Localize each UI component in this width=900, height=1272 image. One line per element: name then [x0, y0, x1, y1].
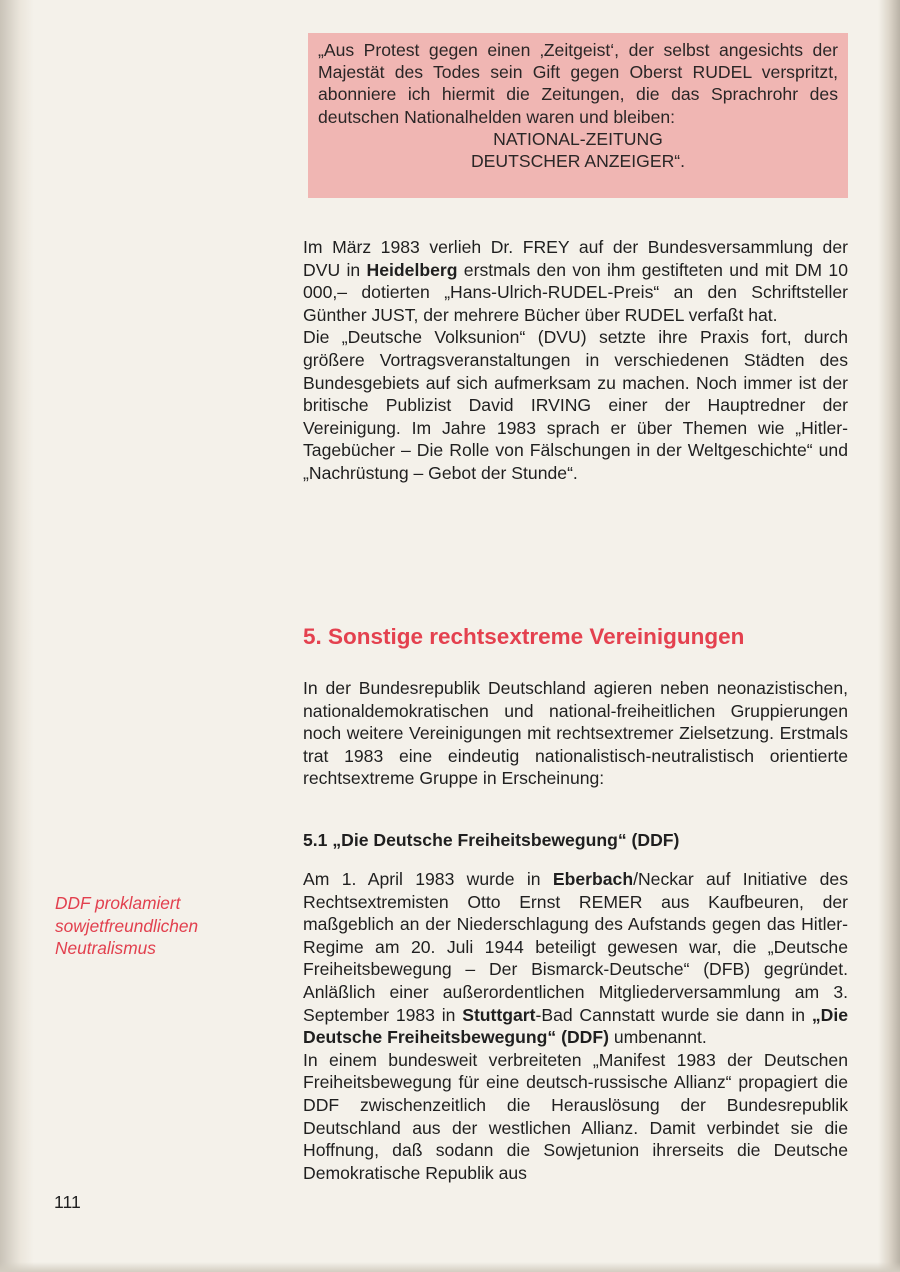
- bold-place-heidelberg: Heidelberg: [366, 259, 458, 280]
- paragraph-dvu-vortraege: Die „Deutsche Volksunion“ (DVU) setzte ihre Praxis fort, durch größere Vortragsveranstaltungen in verschiedenen Städten des Bundesgebiets auf sich aufmerksam zu machen. Noch immer ist der britische Publizist David IRVING einer der Hauptredner der Vereinigung. Im Jahre 1983 sprach er über Themen wie „Hitler-Tagebücher – Die Rolle von Fälschungen in der Weltgeschichte“ und „Nachrüstung – Gebot der Stunde“.: [303, 327, 848, 483]
- page-bottom-edge: [0, 1262, 900, 1272]
- section-title: 5. Sonstige rechtsextreme Vereinigungen: [303, 624, 745, 649]
- bold-place-eberbach: Eberbach: [552, 869, 634, 889]
- quote-line-deutscher-anzeiger: DEUTSCHER ANZEIGER“.: [470, 151, 686, 172]
- bold-place-stuttgart: Stuttgart: [462, 1004, 536, 1025]
- paragraph-ddf-manifest: In einem bundesweit verbreiteten „Manifest 1983 der Deutschen Freiheitsbewegung für eine deutsch-russische Allianz“ propagiert die DDF zwischenzeitlich die Herauslösung der Bundesrepublik Deutschland aus der westlichen Allianz. Damit verbindet sie die Hoffnung, daß sodann die Sowjetunion ihrerseits die Deutsche Demokratische Republik aus: [303, 1049, 848, 1183]
- page-number: 111: [54, 1192, 81, 1212]
- text-run: /Neckar auf Initiative des Rechtsextremisten Otto Ernst REMER aus Kaufbeuren, der maßgeblich an der Niederschlagung des Aufstands gegen das Hitler-Regime am 20. Juli 1944 beteiligt gewesen war, die „Deutsche Freiheitsbewegung – Der Bismarck-Deutsche“ (DFB) gegründet. Anläßlich einer außerordentlichen Mitgliederversammlung am 3. September 1983 in: [303, 869, 848, 1025]
- quote-line-national-zeitung: NATIONAL-ZEITUNG: [493, 128, 663, 149]
- page-gutter-shadow: [0, 0, 34, 1272]
- text-run: umbenannt.: [608, 1027, 707, 1048]
- body-block-ddf: [303, 868, 848, 1184]
- highlighted-quote-box: [308, 33, 848, 198]
- paragraph-rudel-preis: [303, 236, 848, 326]
- page-edge: [878, 0, 900, 1272]
- text-run: Im März 1983 verlieh Dr. FREY auf der Bundesversammlung der DVU in: [303, 237, 848, 280]
- body-block-dvu: [303, 236, 848, 485]
- paragraph-ddf-founding: [303, 868, 848, 1049]
- subsection-title: 5.1 „Die Deutsche Freiheitsbewegung“ (DDF): [303, 830, 680, 850]
- bold-org-name-ddf: „Die Deutsche Freiheitsbewegung“ (DDF): [303, 1004, 848, 1048]
- text-run: erstmals den von ihm gestifteten und mit DM 10 000,– dotierten „Hans-Ulrich-RUDEL-Preis“ an den Schriftsteller Günther JUST, der mehrere Bücher über RUDEL verfaßt hat.: [303, 259, 848, 325]
- text-run: Am 1. April 1983 wurde in: [303, 869, 553, 889]
- paragraph-section-intro: In der Bundesrepublik Deutschland agieren neben neonazistischen, nationaldemokratischen und national-freiheitlichen Gruppierungen noch weitere Vereinigungen mit rechtsextremer Zielsetzung. Erstmals trat 1983 eine eindeutig nationalistisch-neutralistisch orientierte rechtsextreme Gruppe in Erscheinung:: [303, 678, 848, 789]
- body-block-section-intro: [303, 677, 848, 790]
- margin-note: DDF proklamiert sowjetfreundlichen Neutralismus: [55, 893, 199, 958]
- quote-text: „Aus Protest gegen einen ‚Zeitgeist‘, der selbst angesichts der Majestät des Todes sein Gift gegen Oberst RUDEL verspritzt, abonniere ich hiermit die Zeitungen, die das Sprachrohr des deutschen Nationalhelden waren und bleiben:: [318, 40, 838, 127]
- text-run: -Bad Cannstatt wurde sie dann in: [535, 1004, 812, 1025]
